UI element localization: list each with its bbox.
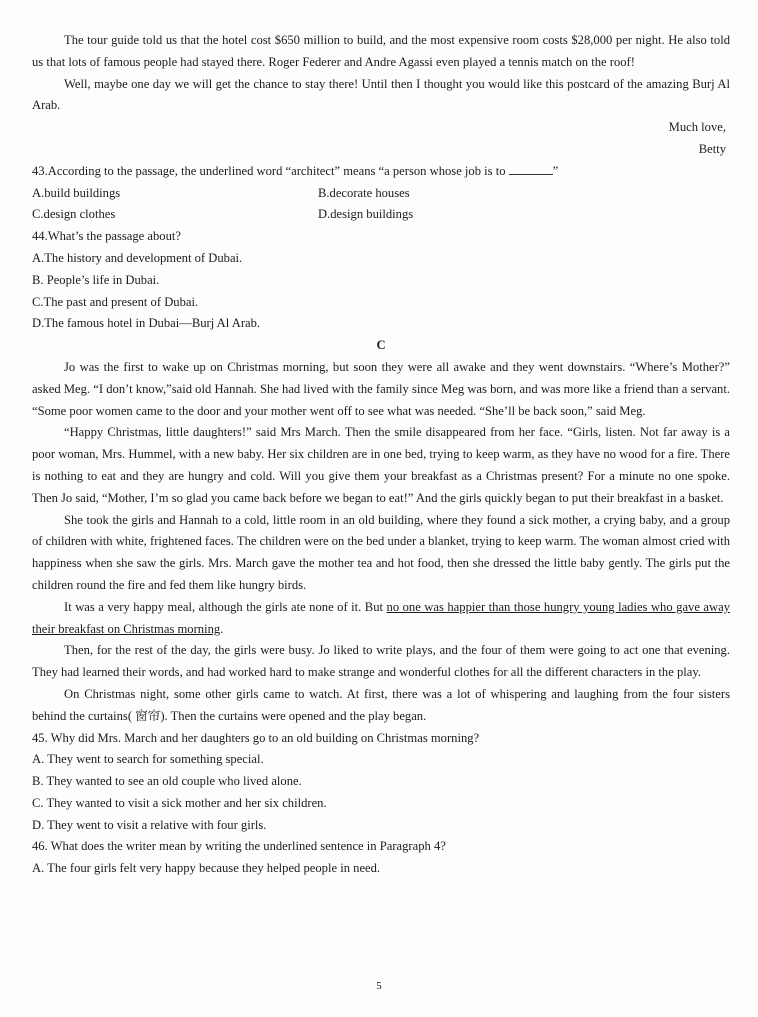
option-d: D. They went to visit a relative with four girls. — [32, 817, 267, 832]
question-46-stem: 46. What does the writer mean by writing the underlined sentence in Paragraph 4? — [32, 839, 446, 854]
option-d: D.The famous hotel in Dubai—Burj Al Arab. — [32, 316, 261, 331]
question-44-stem: 44.What’s the passage about? — [32, 229, 181, 244]
passage-paragraph-1: Jo was the first to wake up on Christmas morning, but soon they were all awake and they went downstairs. “Where’s Mother?” asked Meg. “I don’t know,”said old Hannah. She had lived with the family since Meg was born, and was more like a friend than a servant. “Some poor women came to the door and your mother went off to see what was needed. “She’ll be back soon,” said Meg. — [32, 359, 730, 418]
option-c: C.design clothes — [32, 207, 116, 222]
option-d: D.design buildings — [318, 207, 414, 222]
question-43-options — [32, 183, 730, 227]
letter-paragraph-1: The tour guide told us that the hotel cost $650 million to build, and the most expensive room costs $28,000 per night. He also told us that lots of famous people had stayed there. Roger Federer and Andre Agassi even played a tennis match on the roof! — [32, 33, 730, 69]
option-b: B.decorate houses — [318, 185, 410, 200]
underlined-sentence: no one was happier than those hungry young ladies who gave away their breakfast on Christmas morning — [32, 599, 730, 636]
answer-blank — [509, 162, 553, 175]
section-heading: C — [376, 338, 386, 353]
option-c: C.The past and present of Dubai. — [32, 294, 199, 309]
question-46 — [32, 836, 730, 880]
option-c: C. They wanted to visit a sick mother and her six children. — [32, 795, 327, 810]
letter-signature: Betty — [698, 141, 726, 156]
passage-paragraph-6: On Christmas night, some other girls came to watch. At first, there was a lot of whispering and laughing from the four sisters behind the curtains( 窗帘). Then the curtains were opened and the play began. — [32, 686, 730, 723]
question-43-stem — [32, 161, 730, 183]
question-43 — [32, 161, 730, 226]
paragraph-4-start: It was a very happy meal, although the girls ate none of it. But — [64, 599, 383, 614]
passage-paragraph-5: Then, for the rest of the day, the girls were busy. Jo liked to write plays, and the four of them were going to act one that evening. They had learned their words, and had worked hard to make strange and wonderful clothes for all the different characters in the play. — [32, 643, 730, 680]
option-b: B. They wanted to see an old couple who lived alone. — [32, 774, 302, 789]
option-a: A. The four girls felt very happy because they helped people in need. — [32, 861, 381, 876]
option-a: A.The history and development of Dubai. — [32, 250, 243, 265]
passage-paragraph-3: She took the girls and Hannah to a cold, little room in an old building, where they found a sick mother, a crying baby, and a group of children with white, frightened faces. The children were on the bed under a blanket, trying to keep warm. The woman almost cried with happiness when she saw the girls. Mrs. March gave the mother tea and hot food, then she dressed the little baby gently. The girls put the children round the fire and fed them like hungry birds. — [32, 512, 730, 592]
option-a: A.build buildings — [32, 185, 121, 200]
question-43-stem-text: 43.According to the passage, the underlined word “architect” means “a person whose job is to — [32, 163, 506, 178]
question-45-stem: 45. Why did Mrs. March and her daughters go to an old building on Christmas morning? — [32, 730, 480, 745]
letter-closing: Much love, — [668, 120, 726, 135]
option-a: A. They went to search for something special. — [32, 752, 264, 767]
letter-paragraph-2: Well, maybe one day we will get the chance to stay there! Until then I thought you would like this postcard of the amazing Burj Al Arab. — [32, 76, 730, 113]
passage-paragraph-2: “Happy Christmas, little daughters!” said Mrs March. Then the smile disappeared from her face. “Girls, listen. Not far away is a poor woman, Mrs. Hummel, with a new baby. Her six children are in one bed, trying to keep warm, as they have no wood for a fire. There is nothing to eat and they are hungry and cold. Will you give them your breakfast as a Christmas present? For a minute no one spoke. Then Jo said, “Mother, I’m so glad you came back before we began to eat!” And the girls quickly began to put their breakfast in a basket. — [32, 425, 730, 505]
passage-paragraph-4 — [32, 597, 730, 641]
option-b: B. People’s life in Dubai. — [32, 272, 160, 287]
page-number: 5 — [376, 980, 382, 992]
question-43-stem-end: ” — [552, 163, 559, 178]
question-45 — [32, 728, 730, 837]
paragraph-4-end: . — [220, 621, 224, 636]
question-44 — [32, 226, 730, 335]
